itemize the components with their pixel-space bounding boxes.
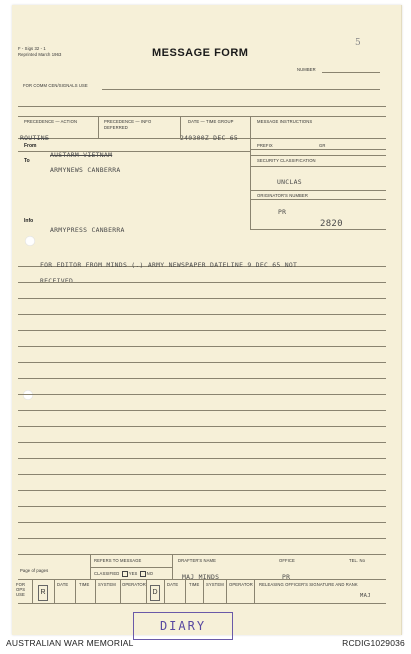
footer-right: RCDIG1029036 (342, 638, 405, 648)
drafter-value: MAJ MINDS (182, 573, 220, 581)
releasing-value: MAJ (360, 593, 371, 599)
form-title: MESSAGE FORM (152, 47, 249, 59)
date-label-2: DATE (167, 582, 179, 587)
prefix-label: PREFIX (257, 143, 273, 148)
system-label-2: SYSTEM (206, 582, 224, 587)
diary-stamp: DIARY (133, 612, 233, 640)
from-label: From (24, 143, 37, 149)
office-value: PR (282, 573, 291, 581)
yes-label: YES (128, 571, 138, 577)
to-value: ARMYNEWS CANBERRA (50, 166, 121, 174)
precedence-info-label: PRECEDENCE — INFO DEFERRED (104, 119, 152, 130)
precedence-action-value: ROUTINE (20, 134, 50, 142)
office-label: OFFICE (279, 558, 295, 563)
classified-row (94, 571, 153, 577)
gr-label: GR (319, 143, 326, 148)
footer-left: AUSTRALIAN WAR MEMORIAL (6, 638, 134, 648)
system-label-1: SYSTEM (98, 582, 116, 587)
for-ops-label: FOR OPS USE (16, 582, 26, 597)
operator-label-1: OPERATOR (122, 582, 146, 587)
dtg-value: 240300Z DEC 65 (180, 134, 239, 142)
body-line-2: RECEIVED (40, 277, 74, 285)
refers-label: REFERS TO MESSAGE (94, 558, 142, 563)
date-label-1: DATE (57, 582, 69, 587)
originator-prefix: PR (278, 208, 287, 216)
releasing-label: RELEASING OFFICER'S SIGNATURE AND RANK (259, 582, 358, 587)
body-line-1: FOR EDITOR FROM MINDS (.) ARMY NEWSPAPER DATELINE 9 DEC 65 NOT (40, 261, 298, 269)
punch-hole-top (25, 236, 35, 246)
info-value: ARMYPRESS CANBERRA (50, 226, 125, 234)
punch-hole-middle (23, 390, 33, 400)
message-instructions-label: MESSAGE INSTRUCTIONS (257, 119, 313, 124)
page-label: Page of pages (20, 568, 49, 573)
dtg-label: DATE — TIME GROUP (188, 119, 234, 124)
d-box: D (150, 585, 160, 601)
yes-checkbox[interactable] (122, 571, 128, 577)
no-checkbox[interactable] (140, 571, 146, 577)
security-value: UNCLAS (277, 178, 302, 186)
originator-number: 2820 (320, 219, 343, 229)
info-label: Info (24, 218, 34, 224)
security-label: SECURITY CLASSIFICATION (257, 158, 316, 163)
to-label: To (24, 158, 30, 164)
originator-label: ORIGINATOR'S NUMBER (257, 193, 308, 198)
no-label: NO (146, 571, 154, 577)
number-label: NUMBER (297, 67, 316, 72)
from-value: AUSTARM VIETNAM (50, 151, 113, 159)
time-label-2: TIME (189, 582, 200, 587)
operator-label-2: OPERATOR (229, 582, 253, 587)
tel-label: TEL. No (349, 558, 366, 563)
classified-label: CLASSIFIED (94, 571, 120, 577)
comm-cen-label: FOR COMM CEN/SIGNALS USE (23, 83, 88, 88)
form-code: F - Sigs 32 - 1 (18, 46, 46, 51)
r-box: R (38, 585, 48, 601)
message-form-paper (12, 5, 402, 635)
drafter-label: DRAFTER'S NAME (178, 558, 217, 563)
corner-mark: 5 (355, 38, 361, 48)
precedence-action-label: PRECEDENCE — ACTION (24, 119, 78, 124)
reprint-note: Reprinted March 1963 (18, 52, 62, 57)
time-label-1: TIME (79, 582, 90, 587)
